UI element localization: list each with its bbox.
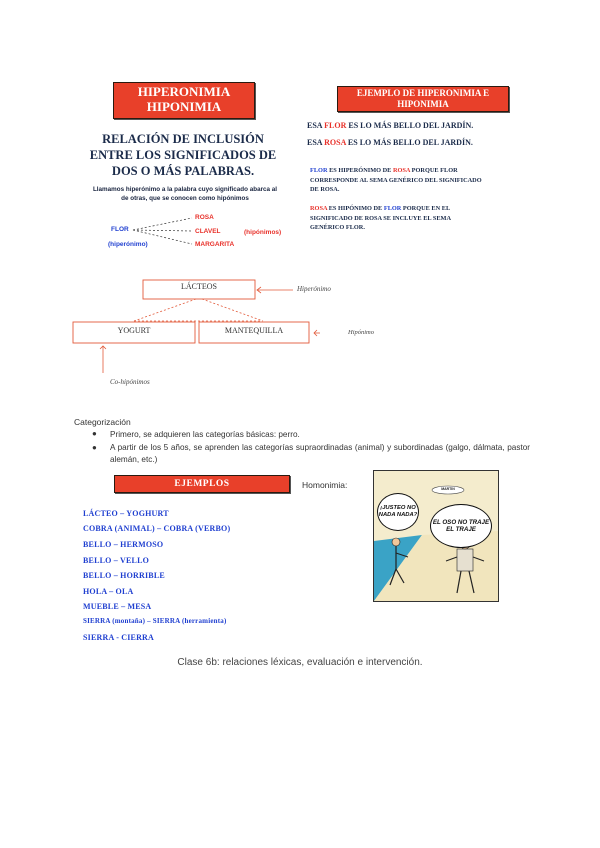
- ejemplo-item: BELLO – HORRIBLE: [83, 571, 165, 580]
- relation-title: RELACIÓN DE INCLUSIÓN ENTRE LOS SIGNIFICADOS DE DOS O MÁS PALABRAS.: [89, 132, 277, 178]
- example-sentence-1: ESA FLOR ES LO MÁS BELLO DEL JARDÍN.: [307, 121, 474, 130]
- ejemplo-item: HOLA – OLA: [83, 587, 134, 596]
- ejemplo-item: SIERRA - CIERRA: [83, 633, 155, 642]
- example-paragraph-1: FLOR ES HIPERÓNIMO DE ROSA PORQUE FLOR CORRESPONDE AL SEMA GENÉRICO DEL SIGNIFICADO DE ROSA.: [310, 167, 482, 193]
- tree-node-mantequilla: MANTEQUILLA: [224, 326, 284, 335]
- hiponimos-label: (hipónimos): [244, 229, 282, 236]
- ejemplo-item: MUEBLE – MESA: [83, 602, 152, 611]
- ejemplo-item: SIERRA (montaña) – SIERRA (herramienta): [83, 617, 227, 625]
- tree-root-lacteos: LÁCTEOS: [181, 282, 217, 291]
- ejemplo-item: BELLO – VELLO: [83, 556, 150, 565]
- clavel-label: CLAVEL: [195, 228, 221, 235]
- tree-node-yogurt: YOGURT: [117, 326, 151, 335]
- ejemplo-item: LÁCTEO – YOGHURT: [83, 509, 169, 518]
- example-paragraph-2: ROSA ES HIPÓNIMO DE FLOR PORQUE EN EL SIGNIFICADO DE ROSA SE INCLUYE EL SEMA GENÉRICO FLOR.: [310, 205, 452, 231]
- flor-connector-lines: [130, 212, 200, 248]
- ejemplos-header: EJEMPLOS: [114, 475, 290, 493]
- ejemplo-item: BELLO – HERMOSO: [83, 540, 164, 549]
- margarita-label: MARGARITA: [195, 241, 235, 248]
- categorization-title: Categorización: [74, 417, 131, 427]
- cartoon-sign: MARTIN: [441, 487, 455, 491]
- hiperonimia-header: HIPERONIMIA HIPONIMIA: [113, 82, 255, 119]
- speech-bubble-right: EL OSO NO TRAJE EL TRAJE: [430, 504, 492, 548]
- definition-text: Llamamos hiperónimo a la palabra cuyo significado abarca al de otras, que se conocen como hipónimos: [92, 186, 278, 202]
- bullet-dot-2: ●: [92, 443, 97, 452]
- tree-note-hiponimo: Hipónimo: [348, 329, 374, 336]
- rosa-label: ROSA: [195, 214, 214, 221]
- speech-bubble-left: ¡JUSTEO NO NADA NADA?: [377, 493, 419, 531]
- categorization-bullet-1: Primero, se adquieren las categorías básicas: perro.: [110, 430, 300, 439]
- flor-label: FLOR: [111, 226, 129, 233]
- ejemplo-item: COBRA (ANIMAL) – COBRA (VERBO): [83, 524, 231, 533]
- hiperonimo-label: (hiperónimo): [108, 241, 148, 248]
- categorization-bullet-2: A partir de los 5 años, se aprenden las categorías supraordinadas (animal) y subordinadas (galgo, dálmata, pastor alemán, etc.): [110, 443, 530, 464]
- page-caption: Clase 6b: relaciones léxicas, evaluación e intervención.: [177, 657, 423, 668]
- homonimia-label: Homonimia:: [302, 480, 348, 490]
- ejemplo-header: EJEMPLO DE HIPERONIMIA E HIPONIMIA: [337, 86, 509, 112]
- bullet-dot-1: ●: [92, 429, 97, 438]
- tree-note-cohiponimos: Co-hipónimos: [110, 378, 150, 386]
- homonimia-cartoon: [373, 470, 499, 602]
- example-sentence-2: ESA ROSA ES LO MÁS BELLO DEL JARDÍN.: [307, 138, 473, 147]
- tree-note-hiperonimo: Hiperónimo: [297, 285, 331, 293]
